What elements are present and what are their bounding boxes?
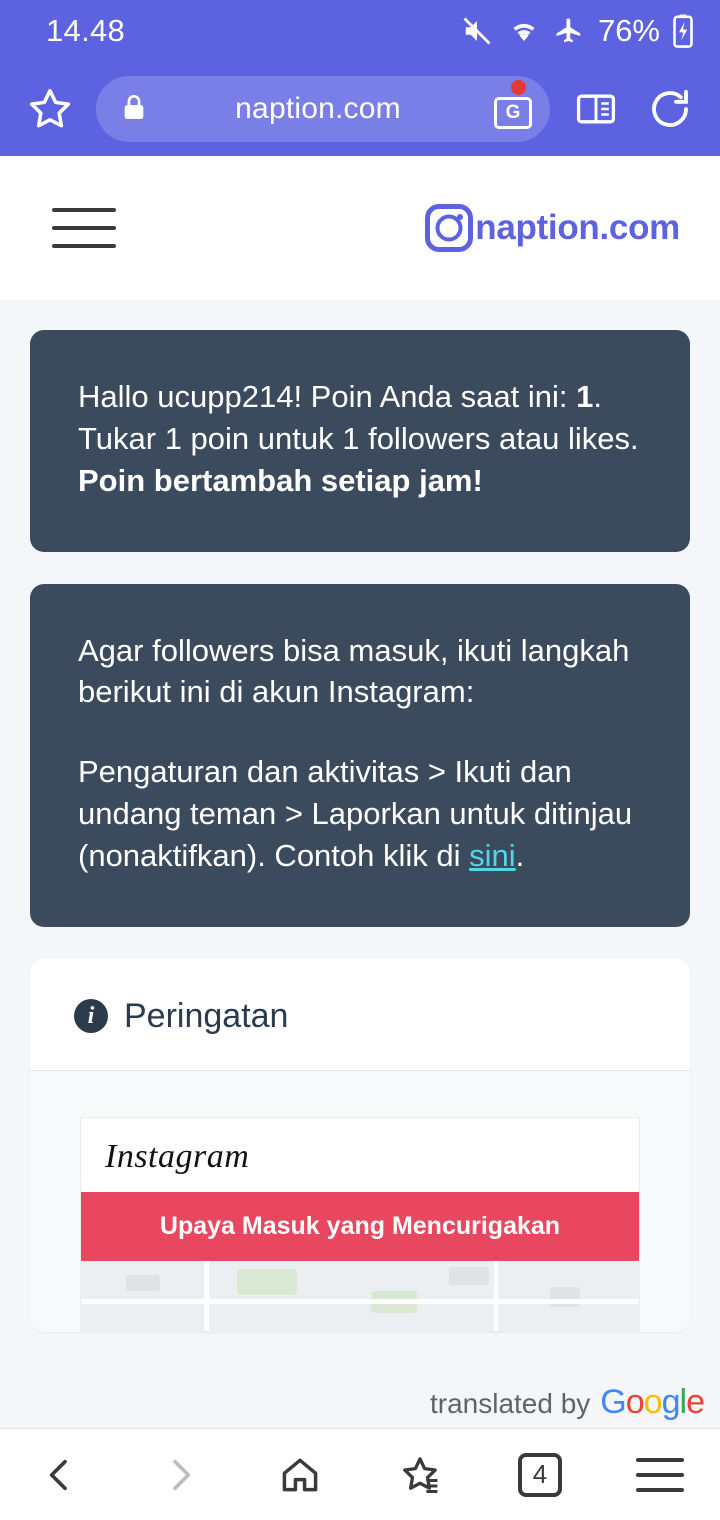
menu-icon[interactable] <box>612 1429 708 1520</box>
reload-icon[interactable] <box>642 81 698 137</box>
page-content <box>0 300 720 1428</box>
mute-icon <box>460 16 494 46</box>
status-bar <box>0 0 720 62</box>
home-icon[interactable] <box>252 1429 348 1520</box>
tabs-count: 4 <box>518 1453 562 1497</box>
url-text: naption.com <box>235 92 401 125</box>
info-icon: i <box>74 999 108 1033</box>
warning-card <box>30 959 690 1332</box>
tabs-button[interactable] <box>492 1429 588 1520</box>
instagram-screenshot <box>80 1117 640 1332</box>
instagram-wordmark: Instagram <box>105 1137 250 1175</box>
steps-card <box>30 584 690 927</box>
steps-period: . <box>515 837 525 873</box>
steps-intro: Agar followers bisa masuk, ikuti langkah berikut ini di akun Instagram: <box>78 632 630 710</box>
wifi-icon <box>506 16 542 46</box>
status-time: 14.48 <box>46 13 126 48</box>
status-icons <box>460 13 694 49</box>
warning-title: Peringatan <box>124 996 289 1035</box>
site-header <box>0 156 720 300</box>
reader-mode-icon[interactable] <box>568 81 624 137</box>
translated-by-label: translated by <box>429 1388 591 1419</box>
browser-toolbar <box>0 62 720 156</box>
points-line2: . Tukar 1 poin untuk 1 followers atau likes. <box>78 379 639 456</box>
points-value: 1 <box>576 379 594 414</box>
points-bold-tail: Poin bertambah setiap jam! <box>78 462 483 498</box>
spacer <box>78 713 642 751</box>
points-line1: Hallo ucupp214! Poin Anda saat ini: <box>78 379 568 414</box>
translate-notification-dot <box>511 80 526 95</box>
bookmarks-icon[interactable] <box>372 1429 468 1520</box>
suspicious-login-banner: Upaya Masuk yang Mencurigakan <box>81 1192 639 1261</box>
warning-card-body <box>30 1071 690 1332</box>
star-icon[interactable] <box>22 81 78 137</box>
instagram-icon <box>425 204 473 252</box>
site-brand[interactable] <box>425 204 680 252</box>
hamburger-menu-icon[interactable] <box>52 204 116 252</box>
airplane-mode-icon <box>554 16 584 46</box>
browser-bottom-nav <box>0 1428 720 1520</box>
back-arrow-icon[interactable] <box>12 1429 108 1520</box>
battery-percent: 76% <box>597 13 660 48</box>
url-bar[interactable] <box>96 76 550 142</box>
map-thumbnail <box>81 1261 639 1331</box>
site-brand-label: naption.com <box>475 208 680 247</box>
points-card <box>30 330 690 552</box>
lock-icon <box>118 89 150 130</box>
google-logo: Google <box>600 1383 704 1421</box>
battery-charging-icon <box>672 14 694 48</box>
steps-path: Pengaturan dan aktivitas > Ikuti dan undang teman > Laporkan untuk ditinjau (nonaktifkan). Contoh klik di <box>78 754 633 873</box>
translated-by-google-overlay <box>430 1383 704 1422</box>
steps-path-block <box>78 751 642 877</box>
google-translate-icon[interactable]: G <box>486 89 532 129</box>
warning-card-header <box>30 959 690 1071</box>
forward-arrow-icon[interactable] <box>132 1429 228 1520</box>
example-link[interactable]: sini <box>469 837 516 873</box>
